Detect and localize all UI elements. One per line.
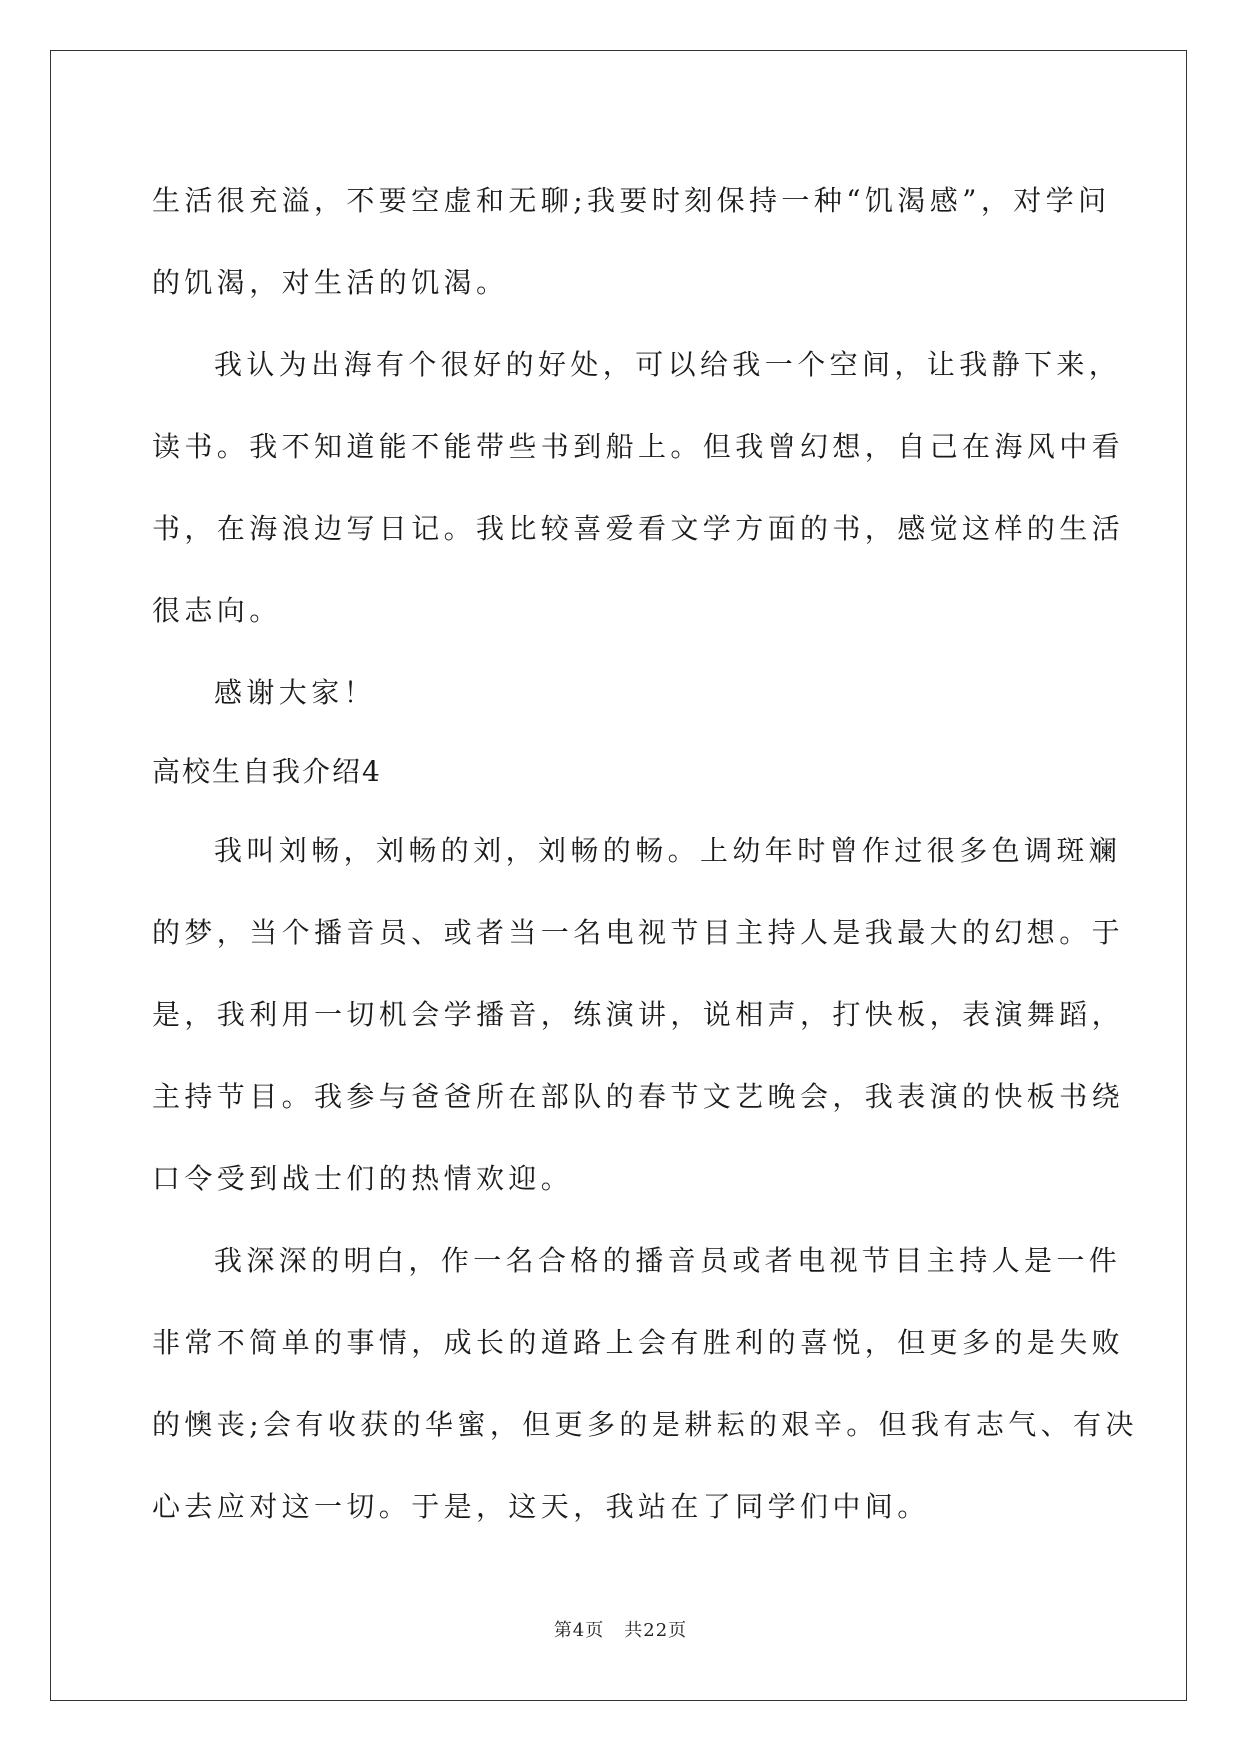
document-body [152,160,1138,1548]
text-line: 心去应对这一切。于是，这天，我站在了同学们中间。 [152,1490,930,1523]
text-line: 很志向。 [152,594,282,627]
text-line: 读书。我不知道能不能带些书到船上。但我曾幻想，自己在海风中看 [152,430,1125,463]
text-line: 主持节目。我参与爸爸所在部队的春节文艺晚会，我表演的快板书绕 [152,1080,1125,1113]
paragraph-start-line: 我深深的明白，作一名合格的播音员或者电视节目主持人是一件 [214,1244,1122,1277]
page-number: 第4页 [553,1620,605,1641]
paragraph-start-line: 我叫刘畅，刘畅的刘，刘畅的畅。上幼年时曾作过很多色调斑斓 [214,834,1122,867]
paragraph-start-line: 我认为出海有个很好的好处，可以给我一个空间，让我静下来， [214,348,1122,381]
text-line: 非常不简单的事情，成长的道路上会有胜利的喜悦，但更多的是失败 [152,1326,1125,1359]
section-heading: 高校生自我介绍4 [152,755,382,788]
page-footer [0,1616,1241,1642]
text-line: 的懊丧;会有收获的华蜜，但更多的是耕耘的艰辛。但我有志气、有决 [152,1408,1138,1441]
text-line: 书，在海浪边写日记。我比较喜爱看文学方面的书，感觉这样的生活 [152,512,1125,545]
text-line: 的梦，当个播音员、或者当一名电视节目主持人是我最大的幻想。于 [152,916,1125,949]
text-line: 口令受到战士们的热情欢迎。 [152,1162,574,1195]
page-total: 共22页 [624,1620,688,1641]
paragraph-start-line: 感谢大家！ [214,676,377,709]
text-line: 生活很充溢，不要空虚和无聊;我要时刻保持一种“饥渴感”，对学问 [152,184,1111,217]
text-line: 是，我利用一切机会学播音，练演讲，说相声，打快板，表演舞蹈， [152,998,1125,1031]
text-line: 的饥渴，对生活的饥渴。 [152,266,509,299]
